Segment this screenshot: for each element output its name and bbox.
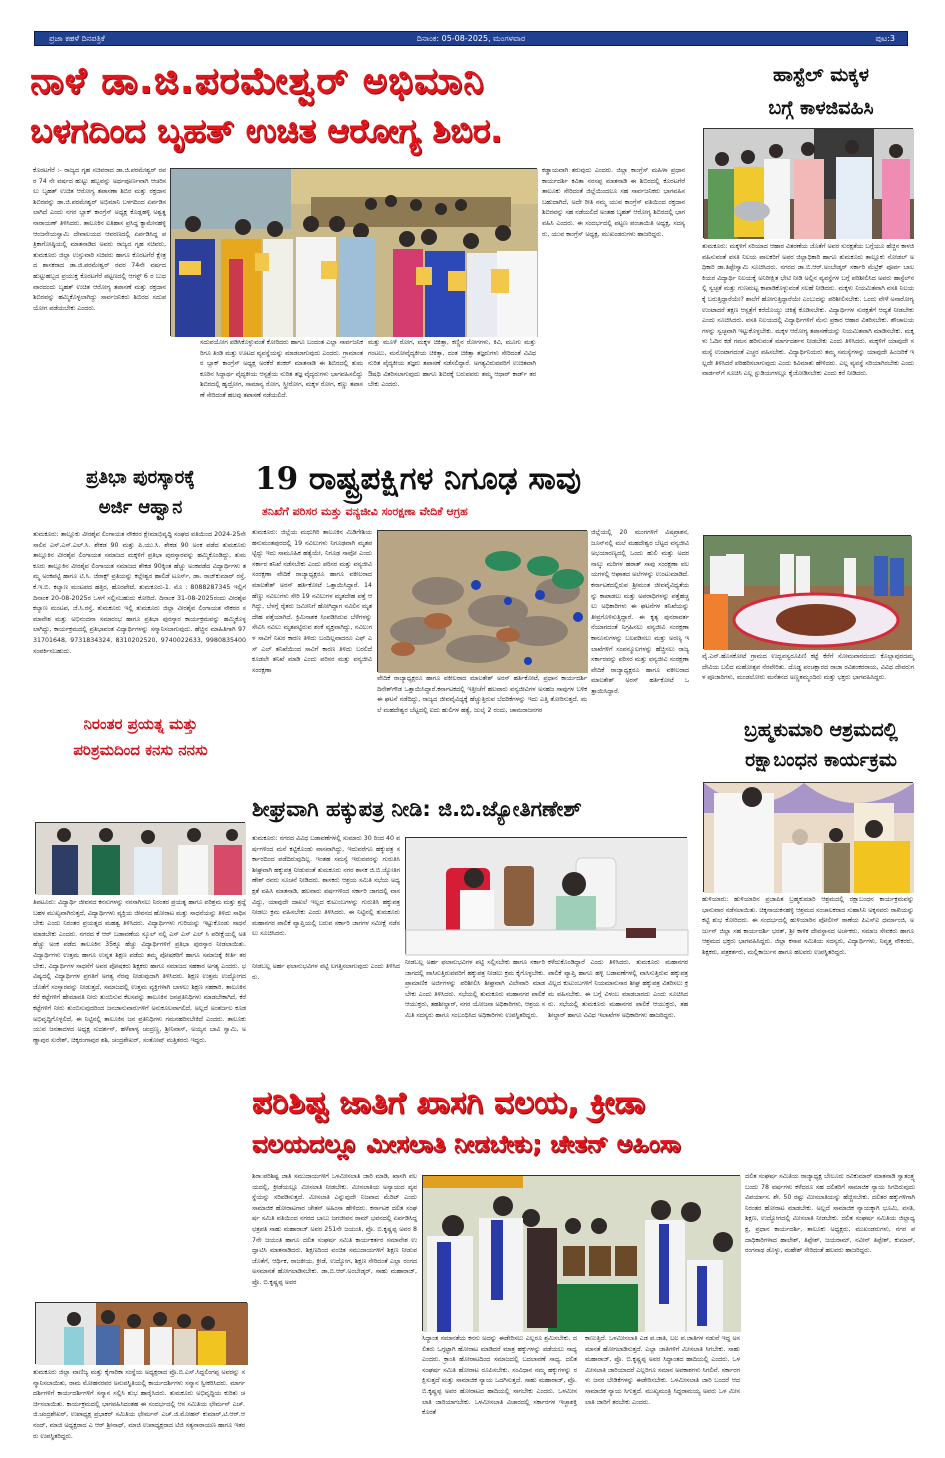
story7-photo — [35, 1302, 247, 1364]
festival-caption: ವೈ.ಎನ್.ಹೊಸಕೋಟೆ ಗ್ರಾಮದ ಉದ್ಭವಸ್ವರೂಪಿಣಿ ಕಟ್ಟೆ ಕೆರೆಗೆ ಸೋಮವಾರದಂದು ಕೊಲ್ಲಾಪುರದಮ್ಮ ದೇವಿಯ ಬಲಿದ ಮಹೋತ್ಸವ ನೆರವೇರಿತು. ದೊಡ್ಡ ಪಂಚಕ್ಷಾರದ ರಾಜಾ ರವಿಶಂಕರರಾಯ, ವಿವಿಧ ದೇವರುಗಳ ಪೂಜಾರಿಗಳು, ಮಂಡಲೋರು ಮನೆತನದ ಅಣ್ಣತಮ್ಮಂದಿರು ಮತ್ತು ಭಕ್ತರು ಭಾಗವಹಿಸಿದ್ದರು. — [702, 653, 914, 682]
story9-photo — [422, 1175, 740, 1331]
story4-headline-line2: ಅರ್ಜಿ ಆಹ್ವಾನ — [98, 497, 183, 518]
story1-text-col1: ಕೊರಟಗೆರೆ :- ರಾಜ್ಯದ ಗೃಹ ಸಚಿವರಾದ ಡಾ.ಜಿ.ಪರಮೇಶ್ವರ್ ರವರ 74 ನೇ ವರ್ಷದ ಹುಟ್ಟು ಹಬ್ಬವನ್ನು ಅರ್ಥಪೂರ್ಣವಾಗಿ ಆಚರಿಸಲು ಬೃಹತ್ ಉಚಿತ ಆರೋಗ್ಯ ತಪಾಸಣಾ ಶಿಬಿರ ಮತ್ತು ರಕ್ತದಾನ ಶಿಬಿರವನ್ನು ಡಾ.ಜಿ.ಪರಮೇಶ್ವರ್ ಅಭಿಮಾನಿ ಬಳಗದಿಂದ ಏರ್ಪಡಿಸಲಾಗಿದೆ ಎಂದು ನಗರ ಬ್ಲಾಕ್ ಕಾಂಗ್ರೆಸ್ ಅಧ್ಯಕ್ಷ ಕೊಡ್ಲಹಳ್ಳಿ ಅಶ್ವತ್ಥನಾರಾಯಣ್ ತಿಳಿಸಿದರು. ತಾಲೂಕಿನ ಐತಿಹಾಸ ಪ್ರಸಿದ್ಧ ಕ್ಯಾಮೇನಹಳ್ಳಿ ಆಂಜನೇಯಸ್ವಾಮಿ ದೇವಾಲಯದ ಆವರಣದಲ್ಲಿ ಏರ್ಪಡಿಸಿದ್ದ ಪತ್ರಿಕಾಗೋಷ್ಠಿಯಲ್ಲಿ ಮಾತನಾಡಿದ ಅವರು ರಾಜ್ಯದ ಗೃಹ ಸಚಿವರು, ತುಮಕೂರು ಜಿಲ್ಲಾ ಉಸ್ತುವಾರಿ ಸಚಿವರು ಹಾಗೂ ಕೊರಟಗೆರೆ ಕ್ಷೇತ್ರದ ಶಾಸಕರಾದ ಡಾ.ಜಿ.ಪರಮೇಶ್ವರ್ ರವರ 74ನೇ ವರ್ಷದ ಹುಟ್ಟುಹಬ್ಬದ ಪ್ರಯುಕ್ತ ಕೊರಟಗೆರೆ ಪಟ್ಟಣದಲ್ಲಿ ಆಗಸ್ಟ್ 6 ರ ಬುಧವಾರದಂದು ಬೃಹತ್ ಉಚಿತ ಆರೋಗ್ಯ ತಪಾಸಣೆ ಮತ್ತು ರಕ್ತದಾನ ಶಿಬಿರವನ್ನು ಹಮ್ಮಿಕೊಳ್ಳಲಾಗಿದ್ದು ಸಾರ್ವಜನಿಕರು ಶಿಬಿರದ ಸದುಪಯೋಗ ಪಡೆಯಬೇಕು ಎಂದರು. — [33, 167, 166, 312]
story2-headline-line1: ಹಾಸ್ಟೆಲ್ ಮಕ್ಕಳ — [773, 64, 869, 86]
story1-text-col4: ಕಡ್ಡಾಯವಾಗಿ ತರುವುದು ಎಂದರು. ಜಿಲ್ಲಾ ಕಾಂಗ್ರೆಸ್ ಮಹಿಳಾ ಪ್ರಧಾನ ಕಾರ್ಯದರ್ಶಿ ಕವಿತಾ ನರಸಪ್ಪ ಮಾತನಾಡಿ ಈ ಶಿಬಿರದಲ್ಲಿ ಕೊರಟಗೆರೆ ತಾಲೂಕು ಸೇರಿದಂತೆ ಜಿಲ್ಲೆಯಿಂದಲೂ ಸಹ ಸಾರ್ವಜನಿಕರು ಭಾಗವಹಿಸ ಬಹುದಾಗಿದೆ, ಅದೇ ರೀತಿ ನಮ್ಮ ಯುವ ಕಾಂಗ್ರೆಸ್ ವತಿಯಿಂದ ರಕ್ತದಾನ ಶಿಬಿರವನ್ನು ಸಹ ನಡೆಯಲಿದೆ ಅಂತಹ ಬೃಹತ್ ಆರೋಗ್ಯ ಶಿಬಿರದಲ್ಲಿ ಭಾಗವಹಿಸಿ ಎಂದರು. ಈ ಸಂದರ್ಭದಲ್ಲಿ ಪಟ್ಟಣ ಪಂಚಾಯಿತಿ ಅಧ್ಯಕ್ಷ, ಸದಸ್ಯರು, ಯುವ ಕಾಂಗ್ರೆಸ್ ಅಧ್ಯಕ್ಷ, ಮುಖಂಡರುಗಳು ಹಾಜರಿದ್ದರು. — [542, 167, 685, 238]
story9-text-col1: ಶಿರಾ:ಪರಿಶಿಷ್ಟ ಜಾತಿ ಸಮುದಾಯಗಳಿಗೆ ಒಳಮೀಸಲಾತಿ ಜಾರಿ ಮಾಡಿ, ಖಾಸಗಿ ವಲಯದಲ್ಲಿ, ಕ್ರೀಡೆಯಲ್ಲೂ ಮೀಸಲಾತಿ ನೀಡಬೇಕು. ಮೀಸಲಾತಿಯ ಅನ್ಯಾಯದ ವ್ಯವಸ್ಥೆಯನ್ನು ಸರಿಪಡಿಸುತ್ತದೆ. ಮೀಸಲಾತಿ ಎನ್ನುವುದೇ ನಿಜವಾದ ಮೆರಿಟ್ ಎಂದು ಸಾಮಾಜಿಕ ಹೋರಾಟಗಾರ ಚೇತನ್ ಅಹಿಂಸಾ ಹೇಳಿದರು. ಕರ್ನಾಟಕ ದಲಿತ ಸಂಘರ್ಷ ಸಮಿತಿ ವತಿಯಿಂದ ನಗರದ ಬಾಬು ಜಗಜೀವನ ರಾಮ್ ಭವನದಲ್ಲಿ ಏರ್ಪಡಿಸಿದ್ದ ಛತ್ರಪತಿ ಸಾಹು ಮಹಾರಾಜ್ ಅವರ 251ನೇ ಜಯಂತಿ, ಪ್ರೊ. ಬಿ.ಕೃಷ್ಣಪ್ಪ ಅವರ 87ನೇ ಜಯಂತಿ ಹಾಗೂ ದಲಿತ ಸಂಘರ್ಷ ಸಮಿತಿ ಕಾರ್ಯಕರ್ತರ ಸಮಾವೇಶ ಉದ್ಘಾಟಿಸಿ ಮಾತನಾಡಿದರು. ಶಿಕ್ಷಣದಿಂದ ವಂಚಿತ ಸಮುದಾಯಗಳಿಗೆ ಶಿಕ್ಷಣ ನೀಡುವ ಜೊತೆಗೆ, ಆರ್ಥಿಕ, ರಾಜಕೀಯ, ಕ್ರೀಡೆ, ಉದ್ಯೋಗ, ಶಿಕ್ಷಣ ಸೇರಿದಂತೆ ಎಲ್ಲಾ ರಂಗದ ಅಸಮಾನತೆ ಹೋಗಲಾಡಿಸಬೇಕು. ಡಾ.ಬಿ.ಆರ್.ಅಂಬೇಡ್ಕರ್, ಸಾಹು ಮಹಾರಾಜ್, ಪ್ರೊ. ಬಿ.ಕೃಷ್ಣಪ್ಪ ಅವರ — [252, 1173, 417, 1286]
story8-headline: ಶೀಘ್ರವಾಗಿ ಹಕ್ಕುಪತ್ರ ನೀಡಿ: ಜಿ.ಬಿ.ಜ್ಯೋತಿಗಣೇಶ್ — [252, 797, 582, 821]
story1-text-col3: ಮತ್ತು ಮೂಳೆ ರೋಗ, ಮಕ್ಕಳ ಚಿಕಿತ್ಸಾ, ಕಣ್ಣಿನ ರೋಗಗಳು, ಕಿವಿ, ಮೂಗು ಮತ್ತು ಗಂಟಲು, ಮನೋವೈದ್ಯಕೀಯ ಚಿಕಿತ್ಸಾ, ದಂತ ಚಿಕಿತ್ಸಾ ತಜ್ಞರುಗಳು ಸೇರಿದಂತೆ ವಿವಿಧ ನುರಿತ ವೈದ್ಯಕೀಯ ತಜ್ಞರು ತಪಾಸಣೆ ನಡೆಸಲಿದ್ದಾರೆ. ಅಗತ್ಯವಿರುವವರಿಗೆ ಉಚಿತವಾಗಿ ಔಷಧಿ ವಿತರಿಸಲಾಗುವುದು ಹಾಗೂ ಶಿಬಿರಕ್ಕೆ ಬರುವವರು ತಮ್ಮ ಆಧಾರ್ ಕಾರ್ಡ್ ತರಬೇಕು ಎಂದರು. — [368, 339, 536, 389]
story6-photo — [35, 822, 245, 894]
story9-text-col3: ಕಾಣುತ್ತಿದೆ. ಒಳಮೀಸಲಾತಿ ಎಡ ಪ.ಜಾತಿ, ಬಲ ಪ.ಜಾತಿಗಳ ನಡುವೆ ಇದ್ದ ಅಸಮಾನತೆ ಹೋಗಲಾಡಿಸುತ್ತದೆ. ಎಲ್ಲಾ ಜಾತಿಗಳಿಗೆ ಮೀಸಲಾತಿ ಸಿಗಬೇಕು. ಸಾಹು ಮಹಾರಾಜ್, ಪ್ರೊ. ಬಿ.ಕೃಷ್ಣಪ್ಪ ಅವರ ಸಿದ್ಧಾಂತದ ಹಾದಿಯಲ್ಲಿ ಎಂದರು. ಒಳಮೀಸಲಾತಿ ಜಾರಿಯಾದರೆ ಎಲ್ಲರಿಗೂ ಸಮಾನ ಅವಕಾಶಗಳು ಸಿಗಲಿವೆ. ಸರ್ಕಾರಗಳು ಜನರ ಬೇಡಿಕೆಗಳನ್ನು ಈಡೇರಿಸಬೇಕು. ಒಳಮೀಸಲಾತಿ ಜಾರಿ ಬಂದರೆ ಆದ ಸಾಮಾಜಿಕ ನ್ಯಾಯ ಸಿಗುತ್ತದೆ. ಮುಖ್ಯಮಂತ್ರಿ ಸಿದ್ಧರಾಮಯ್ಯ ಅವರು ಒಳ ಮೀಸಲಾತಿ ಜಾರಿಗೆ ತರಬೇಕು ಎಂದರು. — [585, 1335, 740, 1406]
story2-headline-line2: ಬಗ್ಗೆ ಕಾಳಜಿವಹಿಸಿ — [768, 97, 874, 119]
story6-headline-line1: ನಿರಂತರ ಪ್ರಯತ್ನ ಮತ್ತು — [83, 715, 198, 733]
group-photo-image — [171, 169, 538, 337]
story3-headline-line1: ಬ್ರಹ್ಮಕುಮಾರಿ ಆಶ್ರಮದಲ್ಲಿ — [744, 719, 898, 741]
story9-headline-line2: ವಲಯದಲ್ಲೂ ಮೀಸಲಾತಿ ನೀಡಬೇಕು; ಚೇತನ್ ಅಹಿಂಸಾ — [252, 1130, 681, 1158]
paper-name: ಪ್ರಜಾ ಕಹಳೆ ದಿನಪತ್ರಿಕೆ — [49, 34, 105, 43]
story4-body-text: ತುಮಕೂರು: ತಾಲ್ಲೂಕು ವೀರಶೈವ ಲಿಂಗಾಯತ ನೌಕರರ ಕ್ಷೇಮಾಭಿವೃದ್ಧಿ ಸಂಘದ ವತಿಯಿಂದ 2024-25ನೇ ಸಾಲಿನ ಎಸ್.ಎಸ್.ಎಲ್.ಸಿ. ಶೇಕಡ 90 ಮತ್ತು ಪಿ.ಯು.ಸಿ. ಶೇಕಡ 90 ಅಂಕ ಪಡೆದ ತುಮಕೂರು ತಾಲ್ಲೂಕಿನ ವೀರಶೈವ ಲಿಂಗಾಯತ ಸಮಾಜದ ಮಕ್ಕಳಿಗೆ ಪ್ರತಿಭಾ ಪುರಸ್ಕಾರವನ್ನು ಹಮ್ಮಿಕೊಂಡಿದ್ದು, ತುಮಕೂರು ತಾಲ್ಲೂಕಿನ ವೀರಶೈವ ಲಿಂಗಾಯತ ಸಮಾಜದ ಶೇಕಡ 90ಕ್ಕಿಂತ ಹೆಚ್ಚು ಅಂಕಪಡೆದ ವಿದ್ಯಾರ್ಥಿಗಳು ತಮ್ಮ ಅಂಕಪಟ್ಟಿ ಹಾಗೂ ಟಿ.ಸಿ. ಜೆರಾಕ್ಸ್ ಪ್ರತಿಯನ್ನು ಕಲ್ಲೇಶ್ವರ ಹಾಲಿಡೆ ಟೂರ್ಸ್, ಡಾ. ರಾಜ್‌ಕುಮಾರ್ ರಸ್ತೆ, ಕೆ.ಇ.ಬಿ. ಕಲ್ಯಾಣ ಮಂಟಪದ ಹತ್ತಿರ, ಹೊರಪೇಟೆ, ತುಮಕೂರು-1. ಮೊ : 8088287345 ಇಲ್ಲಿಗೆ ದಿನಾಂಕ 20-08-2025ರ ಒಳಗೆ ಸಲ್ಲಿಸಬಹುದು ಕೋರಿದೆ. ದಿನಾಂಕ 31-08-2025ರಂದು ವೀರಶೈವ ಕಲ್ಯಾಣ ಮಂಟಪ, ಜೆ.ಸಿ.ರಸ್ತೆ, ತುಮಕೂರು ಇಲ್ಲಿ ತುಮಕೂರು ಜಿಲ್ಲಾ ವೀರಶೈವ ಲಿಂಗಾಯತ ನೌಕರರ ಸಮಾವೇಶ ಮತ್ತು ಅಭಿನಂದನಾ ಸಮಾರಂಭ ಹಾಗೂ ಪ್ರತಿಭಾ ಪುರಸ್ಕಾರ ಕಾರ್ಯಕ್ರಮವನ್ನು ಹಮ್ಮಿಕೊಳ್ಳಲಾಗಿದ್ದು, ಕಾರ್ಯಕ್ರಮದಲ್ಲಿ ಪ್ರತಿಭಾವಂತ ವಿದ್ಯಾರ್ಥಿಗಳನ್ನು ಸನ್ಮಾನಿಸಲಾಗುವುದು. ಹೆಚ್ಚಿನ ಮಾಹಿತಿಗಾಗಿ 9731701648, 9731834324, 8310202520, 9740022633, 9980835400 ಸಂಪರ್ಕಿಸಬಹುದು. — [33, 531, 246, 655]
story5-headline: 19 ರಾಷ್ಟ್ರಪಕ್ಷಿಗಳ ನಿಗೂಢ ಸಾವು — [255, 461, 582, 497]
story2-body-text: ತುಮಕೂರು: ಮಕ್ಕಳಿಗೆ ಸರಿಯಾದ ಆಹಾರ ವಿತರಣೆಯ ಜೊತೆಗೆ ಅವರ ಸುರಕ್ಷತೆಯ ಬಗ್ಗೆಯೂ ಹೆಚ್ಚಿನ ಕಾಳಜಿ ವಹಿಸುವಂತೆ ವಸತಿ ನಿಲಯ ಪಾಲಕರಿಗೆ ಅಪರ ಜಿಲ್ಲಾಧಿಕಾರಿ ಹಾಗೂ ತುಮಕೂರು ತಾಲ್ಲೂಕು ನೋಡಲ್ ಅಧಿಕಾರಿ ಡಾ.ತಿಪ್ಪೇಸ್ವಾಮಿ ಸೂಚಿಸಿದರು. ನಗರದ ಡಾ.ಬಿ.ಆರ್.ಅಂಬೇಡ್ಕರ್ ಸರ್ಕಾರಿ ಮೆಟ್ರಿಕ್ ಪೂರ್ವ ಬಾಲಕಿಯರ ವಿದ್ಯಾರ್ಥಿ ನಿಲಯಕ್ಕೆ ಅನಿರೀಕ್ಷಿತ ಭೇಟಿ ನೀಡಿ ಅಲ್ಲಿನ ವ್ಯವಸ್ಥೆಗಳ ಬಗ್ಗೆ ಪರಿಶೀಲಿಸಿದ ಅವರು ಹಾಸ್ಟೆಲ್‌ನಲ್ಲಿ ಸ್ವಚ್ಛತೆ ಮತ್ತು ಗುಣಮಟ್ಟ ಕಾಪಾಡಿಕೊಳ್ಳುವಂತೆ ಸಲಹೆ ನೀಡಿದರು. ಮಕ್ಕಳು ನಿಯಮಿತವಾಗಿ ವಸತಿ ನಿಲಯಕ್ಕೆ ಬರುತ್ತಿದ್ದಾರೆಯೇ? ಶಾಲೆಗೆ ಹೋಗುತ್ತಿದ್ದಾರೆಯೇ ಎಂಬುದನ್ನು ಪರಿಶೀಲಿಸಬೇಕು. ಒಂದು ವೇಳೆ ಅನಾರೋಗ್ಯ ಉಂಟಾದರೆ ತಕ್ಷಣ ಆಸ್ಪತ್ರೆಗೆ ಕರೆದೊಯ್ದು ಚಿಕಿತ್ಸೆ ಕೊಡಿಸಬೇಕು. ವಿದ್ಯಾರ್ಥಿಗಳ ಸುರಕ್ಷತೆಗೆ ಆದ್ಯತೆ ನೀಡಬೇಕು ಎಂದು ಸೂಚಿಸಿದರು. ವಸತಿ ನಿಲಯದಲ್ಲಿ ವಿದ್ಯಾರ್ಥಿಗಳಿಗೆ ಮೆನು ಪ್ರಕಾರ ಆಹಾರ ವಿತರಿಸಬೇಕು. ಶೌಚಾಲಯಗಳನ್ನು ಸ್ವಚ್ಛವಾಗಿ ಇಟ್ಟುಕೊಳ್ಳಬೇಕು. ಮಕ್ಕಳ ಆರೋಗ್ಯ ತಪಾಸಣೆಯನ್ನು ನಿಯಮಿತವಾಗಿ ಮಾಡಿಸಬೇಕು. ಮಕ್ಕಳು ಓದಿನ ಕಡೆ ಗಮನ ಹರಿಸುವಂತೆ ಮಾರ್ಗದರ್ಶನ ನೀಡಬೇಕು ಎಂದು ತಿಳಿಸಿದರು. ಮಕ್ಕಳಿಗೆ ಯಾವುದೇ ಸಮಸ್ಯೆ ಉಂಟಾಗದಂತೆ ಎಚ್ಚರ ವಹಿಸಬೇಕು. ವಿದ್ಯಾರ್ಥಿನಿಯರು ತಮ್ಮ ಸಮಸ್ಯೆಗಳನ್ನು ಯಾವುದೇ ಹಿಂಜರಿಕೆ ಇಲ್ಲದೇ ತಿಳಿಸಿದರೆ ಪರಿಹರಿಸಲಾಗುವುದು ಎಂದು ಕಿವಿಮಾತು ಹೇಳಿದರು. ಎಲ್ಲ ವ್ಯವಸ್ಥೆ ಸರಿಯಾಗಿರಬೇಕು ಎಂದು ವಾರ್ಡನ್‌ಗೆ ಸೂಚಿಸಿ ಎಲ್ಲ ಸ್ಟುಡಿಯಗಳಲ್ಲೂ ಕೈಜೋಡಿಸಬೇಕು ಎಂದು ಕರೆ ನೀಡಿದರು. — [702, 243, 915, 378]
story9-text-col4: ದಲಿತ ಸಂಘರ್ಷ ಸಮಿತಿಯ ರಾಜ್ಯಾಧ್ಯಕ್ಷ ಬೇಲೂರು ರವಿಕುಮಾರ್ ಮಾತನಾಡಿ ಸ್ವಾತಂತ್ರ್ಯ ಬಂದು 78 ವರ್ಷಗಳು ಕಳೆದರೂ ಸಹ ದಲಿತರಿಗೆ ಸಾಮಾಜಿಕ ನ್ಯಾಯ ಸಿಗದಿರುವುದು ವಿಪರ್ಯಾಸ. ಶೇ. 50 ರಷ್ಟು ಮೀಸಲಾತಿಯನ್ನು ಹೆಚ್ಚಿಸಬೇಕು. ದಲಿತರ ಹಕ್ಕುಗಳಿಗಾಗಿ ನಿರಂತರ ಹೋರಾಟ ಮಾಡಬೇಕು. ಅಲ್ಲದೆ ಸಾಮಾಜಿಕ ನ್ಯಾಯಕ್ಕಾಗಿ ಭೂಮಿ, ವಸತಿ, ಶಿಕ್ಷಣ, ಉದ್ಯೋಗದಲ್ಲಿ ಮೀಸಲಾತಿ ನೀಡಬೇಕು. ದಲಿತ ಸಂಘರ್ಷ ಸಮಿತಿಯ ಜಿಲ್ಲಾಧ್ಯಕ್ಷ, ಪ್ರಧಾನ ಕಾರ್ಯದರ್ಶಿ, ತಾಲೂಕು ಅಧ್ಯಕ್ಷರು, ಮುಖಂಡರುಗಳು, ನಗರ ಪದಾಧಿಕಾರಿಗಳಾದ ಹಾಲೇಶ್, ತಿಪ್ಪೇಶ್, ಜಯರಾಮ್, ನವೀನ್ ತಿಪ್ಪೇಶ್, ಕುಮಾರ್, ರಂಗನಾಥ ಡೊಳ್ಳು, ಮಹೇಶ್ ಸೇರಿದಂತೆ ಹಲವರು ಹಾಜರಿದ್ದರು. — [745, 1173, 915, 1255]
story6-headline-line2: ಪರಿಶ್ರಮದಿಂದ ಕನಸು ನನಸು — [73, 741, 208, 759]
story3-body-text: ಹುಳಿಯಾರು: ಹುಳಿಯಾರಿನ ಪ್ರಜಾಪಿತ ಬ್ರಹ್ಮಕುಮಾರಿ ಆಶ್ರಮದಲ್ಲಿ ರಕ್ಷಾಬಂಧನ ಕಾರ್ಯಕ್ರಮವನ್ನು ಭಾನುವಾರ ನಡೆಸಲಾಯಿತು. ಚಿಕ್ಕನಾಯಕನಹಳ್ಳಿ ಆಶ್ರಮದ ಸಂಚಾಲಕರಾದ ಸುಹಾಸಿನಿ ಅಕ್ಕನವರು ರಾಖಿಯನ್ನು ಕಟ್ಟಿ ಶುಭ ಕೋರಿದರು. ಈ ಸಂದರ್ಭದಲ್ಲಿ ಹುಳಿಯಾರಿನ ಪೋಲೀಸ್ ಠಾಣೆಯ ಪಿಎಸ್‌ಐ ಧರ್ಮಾಂಜಿ, ಅರ್ಜುನ್ ಜಿಲ್ಲಾ ಸಹ ಕಾರ್ಯದರ್ಶಿ ಭರತ್, ಶ್ರೀ ಕಾಳಿಕ ದೇವಸ್ಥಾನದ ಅರ್ಚಕರು, ಸಮಾಜ ಸೇವಕರು ಹಾಗೂ ಆಶ್ರಮದ ಭಕ್ತರು ಭಾಗವಹಿಸಿದ್ದರು. ಜಿಲ್ಲಾ ಕಸಾಪ ಸಮಿತಿಯ ಸದಸ್ಯರು, ವಿದ್ಯಾರ್ಥಿಗಳು, ನಿವೃತ್ತ ನೌಕರರು, ಶಿಕ್ಷಕರು, ಪತ್ರಕರ್ತರು, ಮಲ್ಲಿಕಾರ್ಜುನ ಹಾಗೂ ಹಲವರು ಉಪಸ್ಥಿತರಿದ್ದರು. — [702, 896, 914, 956]
students-image — [36, 823, 246, 895]
story5-text-col3: ಜಿಲ್ಲೆಯಲ್ಲಿ 20 ಮಂಗಗಳಿಗೆ ವಿಷಪ್ರಾಶನ, ಜೂನ್‌ನಲ್ಲಿ ಮಲೆ ಮಹದೇಶ್ವರ ಬೆಟ್ಟದ ವನ್ಯಜೀವಿ ಅಭಯಾರಣ್ಯದಲ್ಲಿ ಒಂದು ಹುಲಿ ಮತ್ತು ಅದರ ನಾಲ್ಕು ಮರಿಗಳ ಹಠಾತ್ ಸಾವು ಸಂರಕ್ಷಣಾ ವಲಯಗಳಲ್ಲಿ ಆಘಾತದ ಅಲೆಗಳನ್ನು ಉಂಟುಮಾಡಿದೆ. ಕರ್ನಾಟಕದಲ್ಲಿರುವ ಶ್ರೀಮಂತ ಜೀವವೈವಿಧ್ಯತೆಯನ್ನು ಕಾಪಾಡಲು ಮತ್ತು ಅಪರಾಧಿಗಳನ್ನು ಪತ್ತೆಹಚ್ಚಲು ಅಧಿಕಾರಿಗಳು ಈ ಘಟನೆಗಳ ತನಿಖೆಯನ್ನು ತೀವ್ರಗೊಳಿಸುತ್ತಿದ್ದಾರೆ. ಈ ಕೃತ್ಯ ಪುನರಾವರ್ತನೆಯಾಗದಂತೆ ನಿಗ್ರಹಿಸಲು ವನ್ಯಜೀವಿ ಸಂರಕ್ಷಣಾ ಕಾನೂನುಗಳನ್ನು ಬಲಪಡಿಸಲು ಮತ್ತು ಅರಣ್ಯ ಇಲಾಖೆಗಳಿಗೆ ಸಂಪನ್ಮೂಲಗಳನ್ನು ಹೆಚ್ಚಿಸಲು ರಾಜ್ಯ ಸರ್ಕಾರವನ್ನು ಪರಿಸರ ಮತ್ತು ವನ್ಯಜೀವಿ ಸಂರಕ್ಷಣಾ ವೇದಿಕೆ ರಾಜ್ಯಾಧ್ಯಕ್ಷರೂ ಹಾಗೂ ವಕೀಲರಾದ ಮಾಲತೇಶ್ ಅರಸ್ ಹರ್ತಿಕೋಟೆ ಒತ್ತಾಯಿಸಿದ್ದಾರೆ. — [591, 529, 689, 695]
dss-event-image — [423, 1176, 741, 1332]
story3-photo — [703, 782, 913, 892]
story1-headline-line2: ಬಳಗದಿಂದ ಬೃಹತ್ ಉಚಿತ ಆರೋಗ್ಯ ಶಿಬಿರ. — [30, 111, 503, 150]
meeting-image — [406, 838, 688, 955]
story5-photo-caption: ವೇದಿಕೆ ರಾಜ್ಯಾಧ್ಯಕ್ಷರೂ ಹಾಗೂ ವಕೀಲರಾದ ಮಾಲತೇಶ್ ಅರಸ್ ಹರ್ತಿಕೋಟೆ, ಪ್ರಧಾನ ಕಾರ್ಯದರ್ಶಿ ದಿನೇಶ್‌ಗೌಡ ಒತ್ತಾಯಿಸಿದ್ದಾರೆ.ಕರ್ನಾಟಕದಲ್ಲಿ ಇತ್ತೀಚೆಗೆ ಹಲವಾರು ವನ್ಯಜೀವಿಗಳ ಅಸಹಜ ಸಾವುಗಳ ಬಳಿಕ ಈ ಘಟನೆ ನಡೆದಿದ್ದು, ರಾಜ್ಯದ ಜೀವವೈವಿಧ್ಯಕ್ಕೆ ಹೆಚ್ಚುತ್ತಿರುವ ಬೆದರಿಕೆಗಳನ್ನು ಇದು ಎತ್ತಿ ತೋರಿಸುತ್ತದೆ. ಮಲೆ ಮಹದೇಶ್ವರ ಬೆಟ್ಟದಲ್ಲಿ ಐದು ಹುಲಿಗಳ ಹತ್ಯೆ, ಜುಲೈ 2 ರಂದು, ಚಾಮರಾಜನಗರ — [377, 675, 587, 714]
page-number: ಪುಟ:3 — [875, 34, 895, 43]
story8-photo-caption: ನೀಡಬಲ್ಲ ಅರ್ಹ ಫಲಾನುಭವಿಗಳ ಪಟ್ಟಿ ಲಗತ್ತಿಸಲಾಗುವುದು ಎಂದು ತಿಳಿಸಿದರು. — [252, 963, 400, 981]
story3-headline-line2: ರಕ್ಷಾಬಂಧನ ಕಾರ್ಯಕ್ರಮ — [745, 749, 897, 771]
story9-headline-line1: ಪರಿಶಿಷ್ಟ ಜಾತಿಗೆ ಖಾಸಗಿ ವಲಯ, ಕ್ರೀಡಾ — [252, 1085, 646, 1121]
issue-date: ದಿನಾಂಕ: 05-08-2025, ಮಂಗಳವಾರ — [416, 34, 526, 43]
raksha-bandhan-image — [704, 783, 914, 893]
story9-text-col2: ಸಿದ್ಧಾಂತ ಸಮಾನತೆಯ ಕನಸು ಅದನ್ನು ಈಡೇರಿಸಲು ಎಲ್ಲರೂ ಶ್ರಮಿಸಬೇಕು. ದಲಿತರು ಒಗ್ಗಟ್ಟಾಗಿ ಹೋರಾಟ ಮಾಡಿದರೆ ಮಾತ್ರ ಹಕ್ಕುಗಳನ್ನು ಪಡೆಯಲು ಸಾಧ್ಯ ಎಂದರು. ಕ್ರಾಂತಿ ಹೋರಾಟದಿಂದ ಸಮಾಜದಲ್ಲಿ ಬದಲಾವಣೆ ಸಾಧ್ಯ. ದಲಿತ ಸಂಘರ್ಷ ಸಮಿತಿ ಹೋರಾಟ ರೂಪಿಸಬೇಕು. ಸಂವಿಧಾನ ನಮ್ಮ ಹಕ್ಕುಗಳನ್ನು ರಕ್ಷಿಸುತ್ತದೆ ಮತ್ತು ಸಾಮಾಜಿಕ ನ್ಯಾಯ ಒದಗಿಸುತ್ತದೆ. ಸಾಹು ಮಹಾರಾಜ್, ಪ್ರೊ. ಬಿ.ಕೃಷ್ಣಪ್ಪ ಅವರ ಹೋರಾಟದ ಹಾದಿಯಲ್ಲಿ ಸಾಗಬೇಕು ಎಂದರು. ಒಳಮೀಸಲಾತಿ ಜಾರಿಯಾಗಬೇಕು. ಒಳಮೀಸಲಾತಿ ವಿಚಾರದಲ್ಲಿ ಸರ್ಕಾರಗಳ ಇಚ್ಛಾಶಕ್ತಿ ಕೊರತೆ — [422, 1335, 577, 1417]
festival-image — [704, 536, 912, 650]
story2-photo — [703, 128, 913, 238]
felicitation-image — [36, 1303, 248, 1365]
story8-text-col1: ತುಮಕೂರು: ನಗರದ ವಿವಿಧ ಬಡಾವಣೆಗಳಲ್ಲಿ ಸುಮಾರು 30 ರಿಂದ 40 ವರ್ಷಗಳಿಂದ ಮನೆ ಕಟ್ಟಿಕೊಂಡು ವಾಸವಾಗಿದ್ದು, ಇದುವರೆಗೂ ಹಕ್ಕುಪತ್ರ ಸರ್ಕಾರದಿಂದ ಪಡೆದಿರುವುದಿಲ್ಲ. ಇಂತಹ ಸಮಸ್ಯೆ ಇರುವವರನ್ನು ಗುರುತಿಸಿ ಶೀಘ್ರವಾಗಿ ಹಕ್ಕುಪತ್ರ ನೀಡುವಂತೆ ತುಮಕೂರು ನಗರ ಶಾಸಕ ಜಿ.ಬಿ.ಜ್ಯೋತಿಗಣೇಶ್ ರವರು ಸೂಚನೆ ನೀಡಿದರು. ಶಾಸಕರು ಆಶ್ರಯ ಸಮಿತಿ ಸಭೆಯ ಅಧ್ಯಕ್ಷತೆ ವಹಿಸಿ ಮಾತನಾಡಿ, ಹಲವಾರು ವರ್ಷಗಳಿಂದ ಸರ್ಕಾರಿ ಜಾಗದಲ್ಲಿ ವಾಸವಿದ್ದು, ಯಾವುದೇ ದಾಖಲೆ ಇಲ್ಲದ ಕುಟುಂಬಗಳನ್ನು ಗುರುತಿಸಿ ಹಕ್ಕುಪತ್ರ ನೀಡಲು ಕ್ರಮ ವಹಿಸಬೇಕು ಎಂದು ತಿಳಿಸಿದರು. ಈ ನಿಟ್ಟಿನಲ್ಲಿ ತುಮಕೂರು ಮಹಾನಗರ ಪಾಲಿಕೆ ವ್ಯಾಪ್ತಿಯಲ್ಲಿ ಬರುವ ಸರ್ಕಾರಿ ಜಾಗಗಳ ಸಮೀಕ್ಷೆ ನಡೆಸಲು ಸೂಚಿಸಿದರು. — [252, 835, 400, 938]
story6-body-text: ತಿಪಟೂರು: ವಿದ್ಯಾರ್ಥಿ ಜೀವನದ ಕನಸುಗಳನ್ನು ನನಸಾಗಿಸಲು ನಿರಂತರ ಪ್ರಯತ್ನ ಹಾಗೂ ಪರಿಶ್ರಮ ಮತ್ತು ಶ್ರದ್ಧೆ ಬಹಳ ಮುಖ್ಯವಾಗಿರುತ್ತದೆ, ವಿದ್ಯಾರ್ಥಿಗಳು ವ್ಯಕ್ತಿಯ ಜೀವನದ ಹೋರಾಟ ಮತ್ತು ಸಾಧನೆಯನ್ನು ತಿಳಿದು ಸಾಧಿಸಬೇಕು ಎಂದು ನಿರಂತರ ಪ್ರಯತ್ನದ ಮಹತ್ವ ತಿಳಿಸಿದರು. ವಿದ್ಯಾರ್ಥಿಗಳು ಗುರಿಯನ್ನು ಇಟ್ಟುಕೊಂಡು ಸಾಧನೆ ಮಾಡಬೇಕು ಎಂದರು. ನಗರದ ಕೆ ಆರ್ ಬಡಾವಣೆಯ ಸ್ಕೂಲ್ ನಲ್ಲಿ ಎಸ್ ಎಸ್ ಎಲ್ ಸಿ ಪರೀಕ್ಷೆಯಲ್ಲಿ ಅತಿ ಹೆಚ್ಚು ಅಂಕ ಪಡೆದ ತಾಲೂಕಿನ 35ಕ್ಕೂ ಹೆಚ್ಚು ವಿದ್ಯಾರ್ಥಿಗಳಿಗೆ ಪ್ರತಿಭಾ ಪುರಸ್ಕಾರ ನೀಡಲಾಯಿತು. ವಿದ್ಯಾರ್ಥಿಗಳು ಉತ್ತಮ ಹಾಗೂ ಉನ್ನತ ಶಿಕ್ಷಣ ಪಡೆದು ತಮ್ಮ ಪೋಷಕರಿಗೆ ಹಾಗೂ ಸಮಾಜಕ್ಕೆ ಕೀರ್ತಿ ತರಬೇಕು, ವಿದ್ಯಾರ್ಥಿಗಳ ಸಾಧನೆಗೆ ಅವರ ಪೋಷಕರು ಶಿಕ್ಷಕರು ಹಾಗೂ ಸಮಾಜದ ಸಹಕಾರ ಅಗತ್ಯ ಎಂದರು. ಭವಿಷ್ಯದಲ್ಲಿ ವಿದ್ಯಾರ್ಥಿಗಳ ಪ್ರಗತಿಗೆ ಅಗತ್ಯ ನೆರವು ನೀಡುವುದಾಗಿ ತಿಳಿಸಿದರು. ಶಿಕ್ಷಣ ಉತ್ತಮ ಉದ್ಯೋಗದ ಜೊತೆಗೆ ಸಂಸ್ಕಾರವನ್ನು ನೀಡುತ್ತದೆ, ಸಮಾಜದಲ್ಲಿ ಉತ್ತಮ ವ್ಯಕ್ತಿಗಳಾಗಿ ಬಾಳಲು ಶಿಕ್ಷಣ ಸಹಕಾರಿ. ತಾಲೂಕಿನ ಕೆರೆ ಕಟ್ಟೆಗಳಿಗೆ ಹೇಮಾವತಿ ನೀರು ತುಂಬಿಸುವ ಕೆಲಸವನ್ನು ತಾಲೂಕಿನ ಜನಪ್ರತಿನಿಧಿಗಳು ಮಾಡಬೇಕಾಗಿದೆ, ಕೆರೆ ಕಟ್ಟೆಗಳಿಗೆ ನೀರು ತುಂಬಿಸುವುದರಿಂದ ಜನಜಾನುವಾರುಗಳಿಗೆ ಅನುಕೂಲವಾಗಲಿದೆ, ಅಲ್ಲದೆ ಅಂತರ್ಜಲ ಕೂಡ ಅಭಿವೃದ್ಧಿಗೊಳ್ಳಲಿದೆ, ಈ ನಿಟ್ಟಿನಲ್ಲಿ ತಾಲೂಕಿನ ಜನ ಪ್ರತಿನಿಧಿಗಳು ಗಮನಹರಿಸಬೇಕಿದೆ ಎಂದರು. ತಾಲೂಕು ಯುವ ಜನತಾದಳದ ಅಧ್ಯಕ್ಷ ಸುದರ್ಶನ್, ಹಳೆಪಾಳ್ಯ ಚಂದ್ರಣ್ಣ, ಶ್ರೀನಿವಾಸ್, ಅಯ್ಯನ ಬಾವಿ ಸ್ವಾಮಿ, ಅಣ್ಣಾಪುರ ಸುರೇಶ್, ಚಿಕ್ಕರಂಗಾಪುರ ಶಶಿ, ಚಂದ್ರಶೇಖರ್, ಸಂತೋಷ್ ಮತ್ತಿತರರು ಇದ್ದರು. — [33, 899, 246, 1044]
story1-photo — [170, 168, 537, 336]
dead-peacocks-image — [378, 531, 588, 673]
festival-photo — [703, 535, 911, 649]
story8-text-col2: ನೀಡಬಲ್ಲ ಅರ್ಹ ಫಲಾನುಭವಿಗಳ ಪಟ್ಟಿ ಸಲ್ಲಿಸಬೇಕು ಹಾಗೂ ಸರ್ಕಾರಿ ಜಾಗದಲ್ಲಿ ವಾಸಿಸುತ್ತಿರುವವರಿಗೆ ಹಕ್ಕುಪತ್ರ ನೀಡಲು ಕ್ರಮ ಕೈಗೊಳ್ಳಬೇಕು. ಪ್ರಾಮಾಣಿಕ ಅರ್ಜಿಗಳನ್ನು ಪರಿಶೀಲಿಸಿ ಶೀಘ್ರವಾಗಿ ವಿಲೇವಾರಿ ಮಾಡಬೇಕು ಎಂದು ತಿಳಿಸಿದರು. ಸಭೆಯಲ್ಲಿ ತುಮಕೂರು ಮಹಾನಗರ ಪಾಲಿಕೆ ಆಯುಕ್ತರು, ತಹಶೀಲ್ದಾರ್, ನಗರ ಯೋಜನಾ ಅಧಿಕಾರಿಗಳು, ಆಶ್ರಯ ಸಮಿತಿ ಸದಸ್ಯರು ಹಾಗೂ ಸಂಬಂಧಿಸಿದ ಅಧಿಕಾರಿಗಳು ಉಪಸ್ಥಿತರಿದ್ದರು. — [405, 959, 545, 1019]
story4-headline-line1: ಪ್ರತಿಭಾ ಪುರಸ್ಕಾರಕ್ಕೆ — [86, 467, 195, 488]
story5-subhead: ತನಿಖೆಗೆ ಪರಿಸರ ಮತ್ತು ವನ್ಯಜೀವಿ ಸಂರಕ್ಷಣಾ ವೇದಿಕೆ ಆಗ್ರಹ — [262, 505, 468, 518]
story8-photo — [405, 837, 687, 954]
story1-headline-line1: ನಾಳೆ ಡಾ.ಜಿ.ಪರಮೇಶ್ವರ್ ಅಭಿಮಾನಿ — [30, 59, 485, 102]
story5-photo — [377, 530, 587, 672]
story7-body-text: ತುಮಕೂರು ಜಿಲ್ಲಾ ವಾಣಿಜ್ಯ ಮತ್ತು ಕೈಗಾರಿಕಾ ಸಂಸ್ಥೆಯ ಅಧ್ಯಕ್ಷರಾದ ಪ್ರೊ.ಬಿ.ಎಸ್.ಸಿದ್ದಲಿಂಗಪ್ಪ ಅವರನ್ನು ಸನ್ಮಾನಿಸಲಾಯಿತು, ರಾಮ ಮೋಹನರವರ ಅನುಪಸ್ಥಿತಿಯಲ್ಲಿ ಕಾರ್ಯದರ್ಶಿಗಳು ಸನ್ಮಾನ ಸ್ವೀಕರಿಸಿದರು. ಮಾರ್ಗದರ್ಶಿಗಳಿಗೆ ಕಾರ್ಯದರ್ಶಿಗಳಿಗೆ ಸನ್ಮಾನ ಸಲ್ಲಿಸಿ ಶುಭ ಹಾರೈಸಿದರು. ತುಮಕೂರು ಅಭಿವೃದ್ಧಿಯ ಕುರಿತು ಚರ್ಚಿಸಲಾಯಿತು. ಕಾರ್ಯಕ್ರಮದಲ್ಲಿ ಭಾಗವಹಿಸಿದಂತಹ ಈ ಸಂದರ್ಭದಲ್ಲಿ ಆಸ ಸಮಿತಿಯ ಛೇರ್ಮನ್ ಎಚ್.ಜಿ.ಚಂದ್ರಶೇಖರ್, ಉಪಾಧ್ಯಕ್ಷ ಪ್ರಭಾಕರ್ ಸಮಿತಿಯ ಛೇರ್ಮನ್ ಎಚ್.ಜಿ.ಮೋಹನ್ ಕುಮಾರ್,ಟಿ.ಆರ್.ಆನಂದ್, ಮಾಜಿ ಅಧ್ಯಕ್ಷರಾದ ಎ ಆರ್ ಶ್ರೀನಾಥ್, ಮಾಜಿ ಉಪಾಧ್ಯಕ್ಷರಾದ ಟಿಜಿ ಸತ್ಯನಾರಾಯಣ ಹಾಗೂ ಇತರರು ಉಪಸ್ಥಿತರಿದ್ದರು. — [33, 1369, 245, 1440]
story1-text-col2: ಸದುಪಯೋಗ ಪಡಿಸಿಕೊಳ್ಳುವಂತೆ ಕೋರಿದರು ಹಾಗೂ ಬಂದಂತ ಎಲ್ಲಾ ಸಾರ್ವಜನಿಕರಿಗೂ ತಿಂಡಿ ಮತ್ತು ಊಟದ ವ್ಯವಸ್ಥೆಯನ್ನು ಮಾಡಲಾಗುವುದು ಎಂದರು. ಗ್ರಾಮಾಂತರ ಬ್ಲಾಕ್ ಕಾಂಗ್ರೆಸ್ ಅಧ್ಯಕ್ಷ ಅರಕೆರೆ ಶಂಕರ್ ಮಾತನಾಡಿ ಈ ಶಿಬಿರದಲ್ಲಿ ತುಮಕೂರಿನ ಸಿದ್ದಾರ್ಥ ವೈದ್ಯಕೀಯ ಆಸ್ಪತ್ರೆಯ ನುರಿತ ತಜ್ಞ ವೈದ್ಯರುಗಳು ಭಾಗವಹಿಸಲಿದ್ದು ಶಿಬಿರದಲ್ಲಿ ಹೃದ್ರೋಗ, ಸಾಮಾನ್ಯ ರೋಗ, ಸ್ತ್ರೀರೋಗ, ಮಕ್ಕಳ ರೋಗ, ಕಣ್ಣು ತಪಾಸಣೆ ಸೇರಿದಂತೆ ಹಲವು ತಪಾಸಣೆ ನಡೆಯಲಿದೆ. — [200, 339, 363, 399]
story8-text-col3: ಕಳೆದುಕೊಂಡಿದ್ದಾರೆ ಎಂದು ತಿಳಿಸಿದರು. ತುಮಕೂರು ಮಹಾನಗರ ಪಾಲಿಕೆ ವ್ಯಾಪ್ತಿ ಹಾಗೂ ಹಳ್ಳಿ ಬಡಾವಣೆಗಳಲ್ಲಿ ವಾಸಿಸುತ್ತಿರುವ ಹಕ್ಕುಪತ್ರವಿಲ್ಲದ ಕುಟುಂಬಗಳಿಗೆ ನಿಯಮಾನುಸಾರ ಶೀಘ್ರ ಹಕ್ಕುಪತ್ರ ವಿತರಿಸಲು ಕ್ರಮ ವಹಿಸಬೇಕು. ಈ ಬಗ್ಗೆ ವಿಳಂಬ ಮಾಡಬಾರದು ಎಂದು ಸೂಚಿಸಿದರು. ಸಭೆಯಲ್ಲಿ ತುಮಕೂರು ಮಹಾನಗರ ಪಾಲಿಕೆ ಆಯುಕ್ತರು, ತಹಶೀಲ್ದಾರ್ ಹಾಗೂ ವಿವಿಧ ಇಲಾಖೆಗಳ ಅಧಿಕಾರಿಗಳು ಹಾಜರಿದ್ದರು. — [548, 959, 688, 1019]
story5-text-col1: ತುಮಕೂರು: ಜಿಲ್ಲೆಯ ಮಧುಗಿರಿ ತಾಲೂಕಿನ ಮಿಡಿಗೇಶಿಯ ಹನುಮಂತಪುರದಲ್ಲಿ 19 ನವಿಲುಗಳು ನಿಗೂಢವಾಗಿ ಮೃತಪಟ್ಟಿದ್ದು ಇದು ಸಾಮೂಹಿಕ ಹತ್ಯೆಯೇ, ನಿಗೂಢ ಸಾವೋ ಎಂದು ಸರ್ಕಾರ ತನಿಖೆ ನಡೆಸಬೇಕು ಎಂದು ಪರಿಸರ ಮತ್ತು ವನ್ಯಜೀವಿ ಸಂರಕ್ಷಣಾ ವೇದಿಕೆ ರಾಜ್ಯಾಧ್ಯಕ್ಷರೂ ಹಾಗೂ ವಕೀಲರಾದ ಮಾಲತೇಶ್ ಅರಸ್ ಹರ್ತಿಕೋಟೆ ಒತ್ತಾಯಿಸಿದ್ದಾರೆ. 14 ಹೆಣ್ಣು ನವಿಲುಗಳು ಸೇರಿ 19 ನವಿಲುಗಳ ಮೃತದೇಹ ಪತ್ತೆ ಆಗಿದ್ದು, ಬೆಳಗ್ಗೆ ರೈತರು ಜಮೀನಿಗೆ ಹೋಗಿದ್ದಾಗ ನವಿಲಿನ ಮೃತದೇಹ ಪತ್ತೆಯಾಗಿದೆ. ಕ್ರಿಮಿನಾಶಕ ಸಿಂಪಡಿಸಿರುವ ಬೆಳೆಗಳನ್ನು ಸೇವಿಸಿ ನವಿಲು ಮೃತಪಟ್ಟಿರುವ ಶಂಕೆ ವ್ಯಕ್ತವಾಗಿದ್ದು, ನವಿಲುಗಳ ಸಾವಿಗೆ ನಿಖರ ಕಾರಣ ತಿಳಿದು ಬಂದಿಲ್ಲವಾದರೂ ಎಫ್ ಎಸ್ ಎಲ್ ತನಿಖೆಯಿಂದ ಸಾವಿಗೆ ಕಾರಣ ತಿಳಿದು ಬರಲಿದೆ ಕೂಡಲೇ ತನಿಖೆ ಮಾಡಿ ಎಂದು ಪರಿಸರ ಮತ್ತು ವನ್ಯಜೀವಿ ಸಂರಕ್ಷಣಾ — [252, 529, 372, 674]
hostel-visit-image — [704, 129, 914, 239]
page-header-bar — [34, 31, 908, 46]
